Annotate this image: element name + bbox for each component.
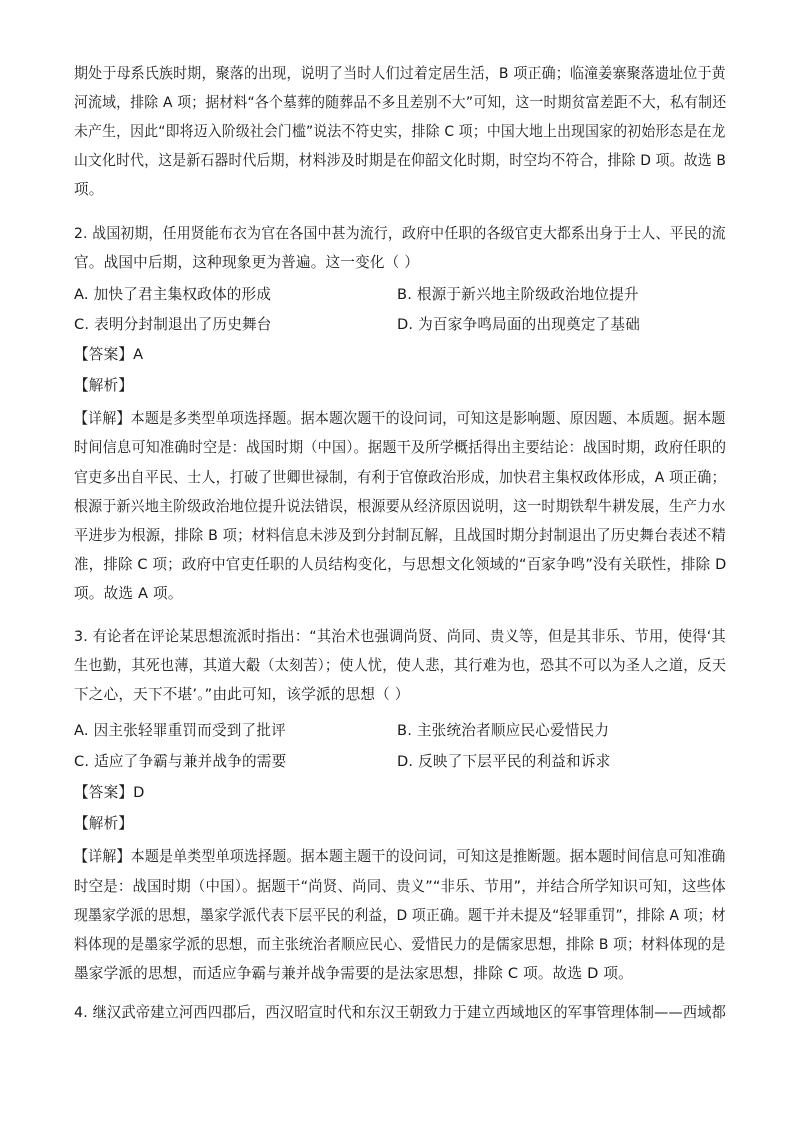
question-2-answer: 【答案】A <box>74 346 144 363</box>
question-3-option-b: B. 主张统治者顺应民心爱惜民力 <box>397 722 610 739</box>
question-2-detail-line: 准，排除 C 项；政府中官吏任职的人员结构变化，与思想文化领域的“百家争鸣”没有关联性，排除 D <box>74 556 727 573</box>
question-3-detail-line: 料体现的是墨家学派的思想，而主张统治者顺应民心、爱惜民力的是儒家思想，排除 B 项；材料体现的是 <box>74 936 726 953</box>
question-2-option-a: A. 加快了君主集权政体的形成 <box>74 286 272 303</box>
question-3-option-a: A. 因主张轻罪重罚而受到了批评 <box>74 722 286 739</box>
question-3-detail-line: 【详解】本题是单类型单项选择题。据本题主题干的设问词，可知这是推断题。据本题时间信息可知准确 <box>74 848 726 865</box>
question-2-stem-line: 2. 战国初期，任用贤能布衣为官在各国中甚为流行，政府中任职的各级官吏大都系出身于士人、平民的流 <box>74 225 726 242</box>
question-2-option-c: C. 表明分封制退出了历史舞台 <box>74 316 272 333</box>
question-3-detail-line: 墨家学派的思想，而适应争霸与兼并战争需要的是法家思想，排除 C 项。故选 D 项。 <box>74 965 633 982</box>
question-3-stem-line: 下之心，天下不堪’。”由此可知，该学派的思想（ ） <box>74 686 410 703</box>
question-4-stem-line: 4. 继汉武帝建立河西四郡后，西汉昭宣时代和东汉王朝致力于建立西域地区的军事管理体制——西域都 <box>74 1004 727 1021</box>
question-2-detail-line: 时间信息可知准确时空是：战国时期（中国）。据题干及所学概括得出主要结论：战国时期，政府任职的 <box>74 439 727 456</box>
question-2-option-d: D. 为百家争鸣局面的出现奠定了基础 <box>397 316 641 333</box>
question-2-stem-line: 官。战国中后期，这种现象更为普遍。这一变化（ ） <box>74 254 420 271</box>
intro-line: 河流域，排除 A 项；据材料“各个墓葬的随葬品不多且差别不大”可知，这一时期贫富差距不大，私有制还 <box>74 94 727 111</box>
intro-line: 山文化时代，这是新石器时代后期，材料涉及时期是在仰韶文化时期，时空均不符合，排除 D 项。故选 B <box>74 152 727 169</box>
question-3-answer: 【答案】D <box>74 784 145 801</box>
question-3-option-d: D. 反映了下层平民的利益和诉求 <box>397 753 611 770</box>
question-2-detail-line: 根源于新兴地主阶级政治地位提升说法错误，根源要从经济原因说明，这一时期铁犁牛耕发展，生产力水 <box>74 498 726 515</box>
question-2-detail-line: 【详解】本题是多类型单项选择题。据本题次题干的设问词，可知这是影响题、原因题、本质题。据本题 <box>74 410 726 427</box>
question-2-detail-line: 项。故选 A 项。 <box>74 585 183 602</box>
question-2-analysis-label: 【解析】 <box>74 377 134 394</box>
question-3-stem-line: 生也勤，其死也薄，其道大觳（太刻苦）；使人忧，使人悲，其行难为也，恐其不可以为圣人之道，反天 <box>74 657 727 674</box>
intro-line: 未产生，因此“即将迈入阶级社会门槛”说法不符史实，排除 C 项；中国大地上出现国家的初始形态是在龙 <box>74 123 726 140</box>
question-3-detail-line: 时空是：战国时期（中国）。据题干“尚贤、尚同、贵义”“非乐、节用”，并结合所学知识可知，这些体 <box>74 878 726 895</box>
question-2-detail-line: 官吏多出自平民、士人，打破了世卿世禄制，有利于官僚政治形成，加快君主集权政体形成，A 项正确； <box>74 469 726 486</box>
question-2-option-b: B. 根源于新兴地主阶级政治地位提升 <box>397 286 639 303</box>
intro-line: 项。 <box>74 181 104 198</box>
question-2-detail-line: 平进步为根源，排除 B 项；材料信息未涉及到分封制瓦解，且战国时期分封制退出了历史舞台表述不精 <box>74 527 726 544</box>
question-3-detail-line: 现墨家学派的思想，墨家学派代表下层平民的利益，D 项正确。题干并未提及“轻罪重罚”，排除 A 项；材 <box>74 907 726 924</box>
intro-line: 期处于母系氏族时期，聚落的出现，说明了当时人们过着定居生活，B 项正确；临潼姜寨聚落遗址位于黄 <box>74 65 726 82</box>
question-3-option-c: C. 适应了争霸与兼并战争的需要 <box>74 753 287 770</box>
question-3-analysis-label: 【解析】 <box>74 815 134 832</box>
question-3-stem-line: 3. 有论者在评论某思想流派时指出：“其治术也强调尚贤、尚同、贵义等，但是其非乐、节用，使得‘其 <box>74 628 726 645</box>
